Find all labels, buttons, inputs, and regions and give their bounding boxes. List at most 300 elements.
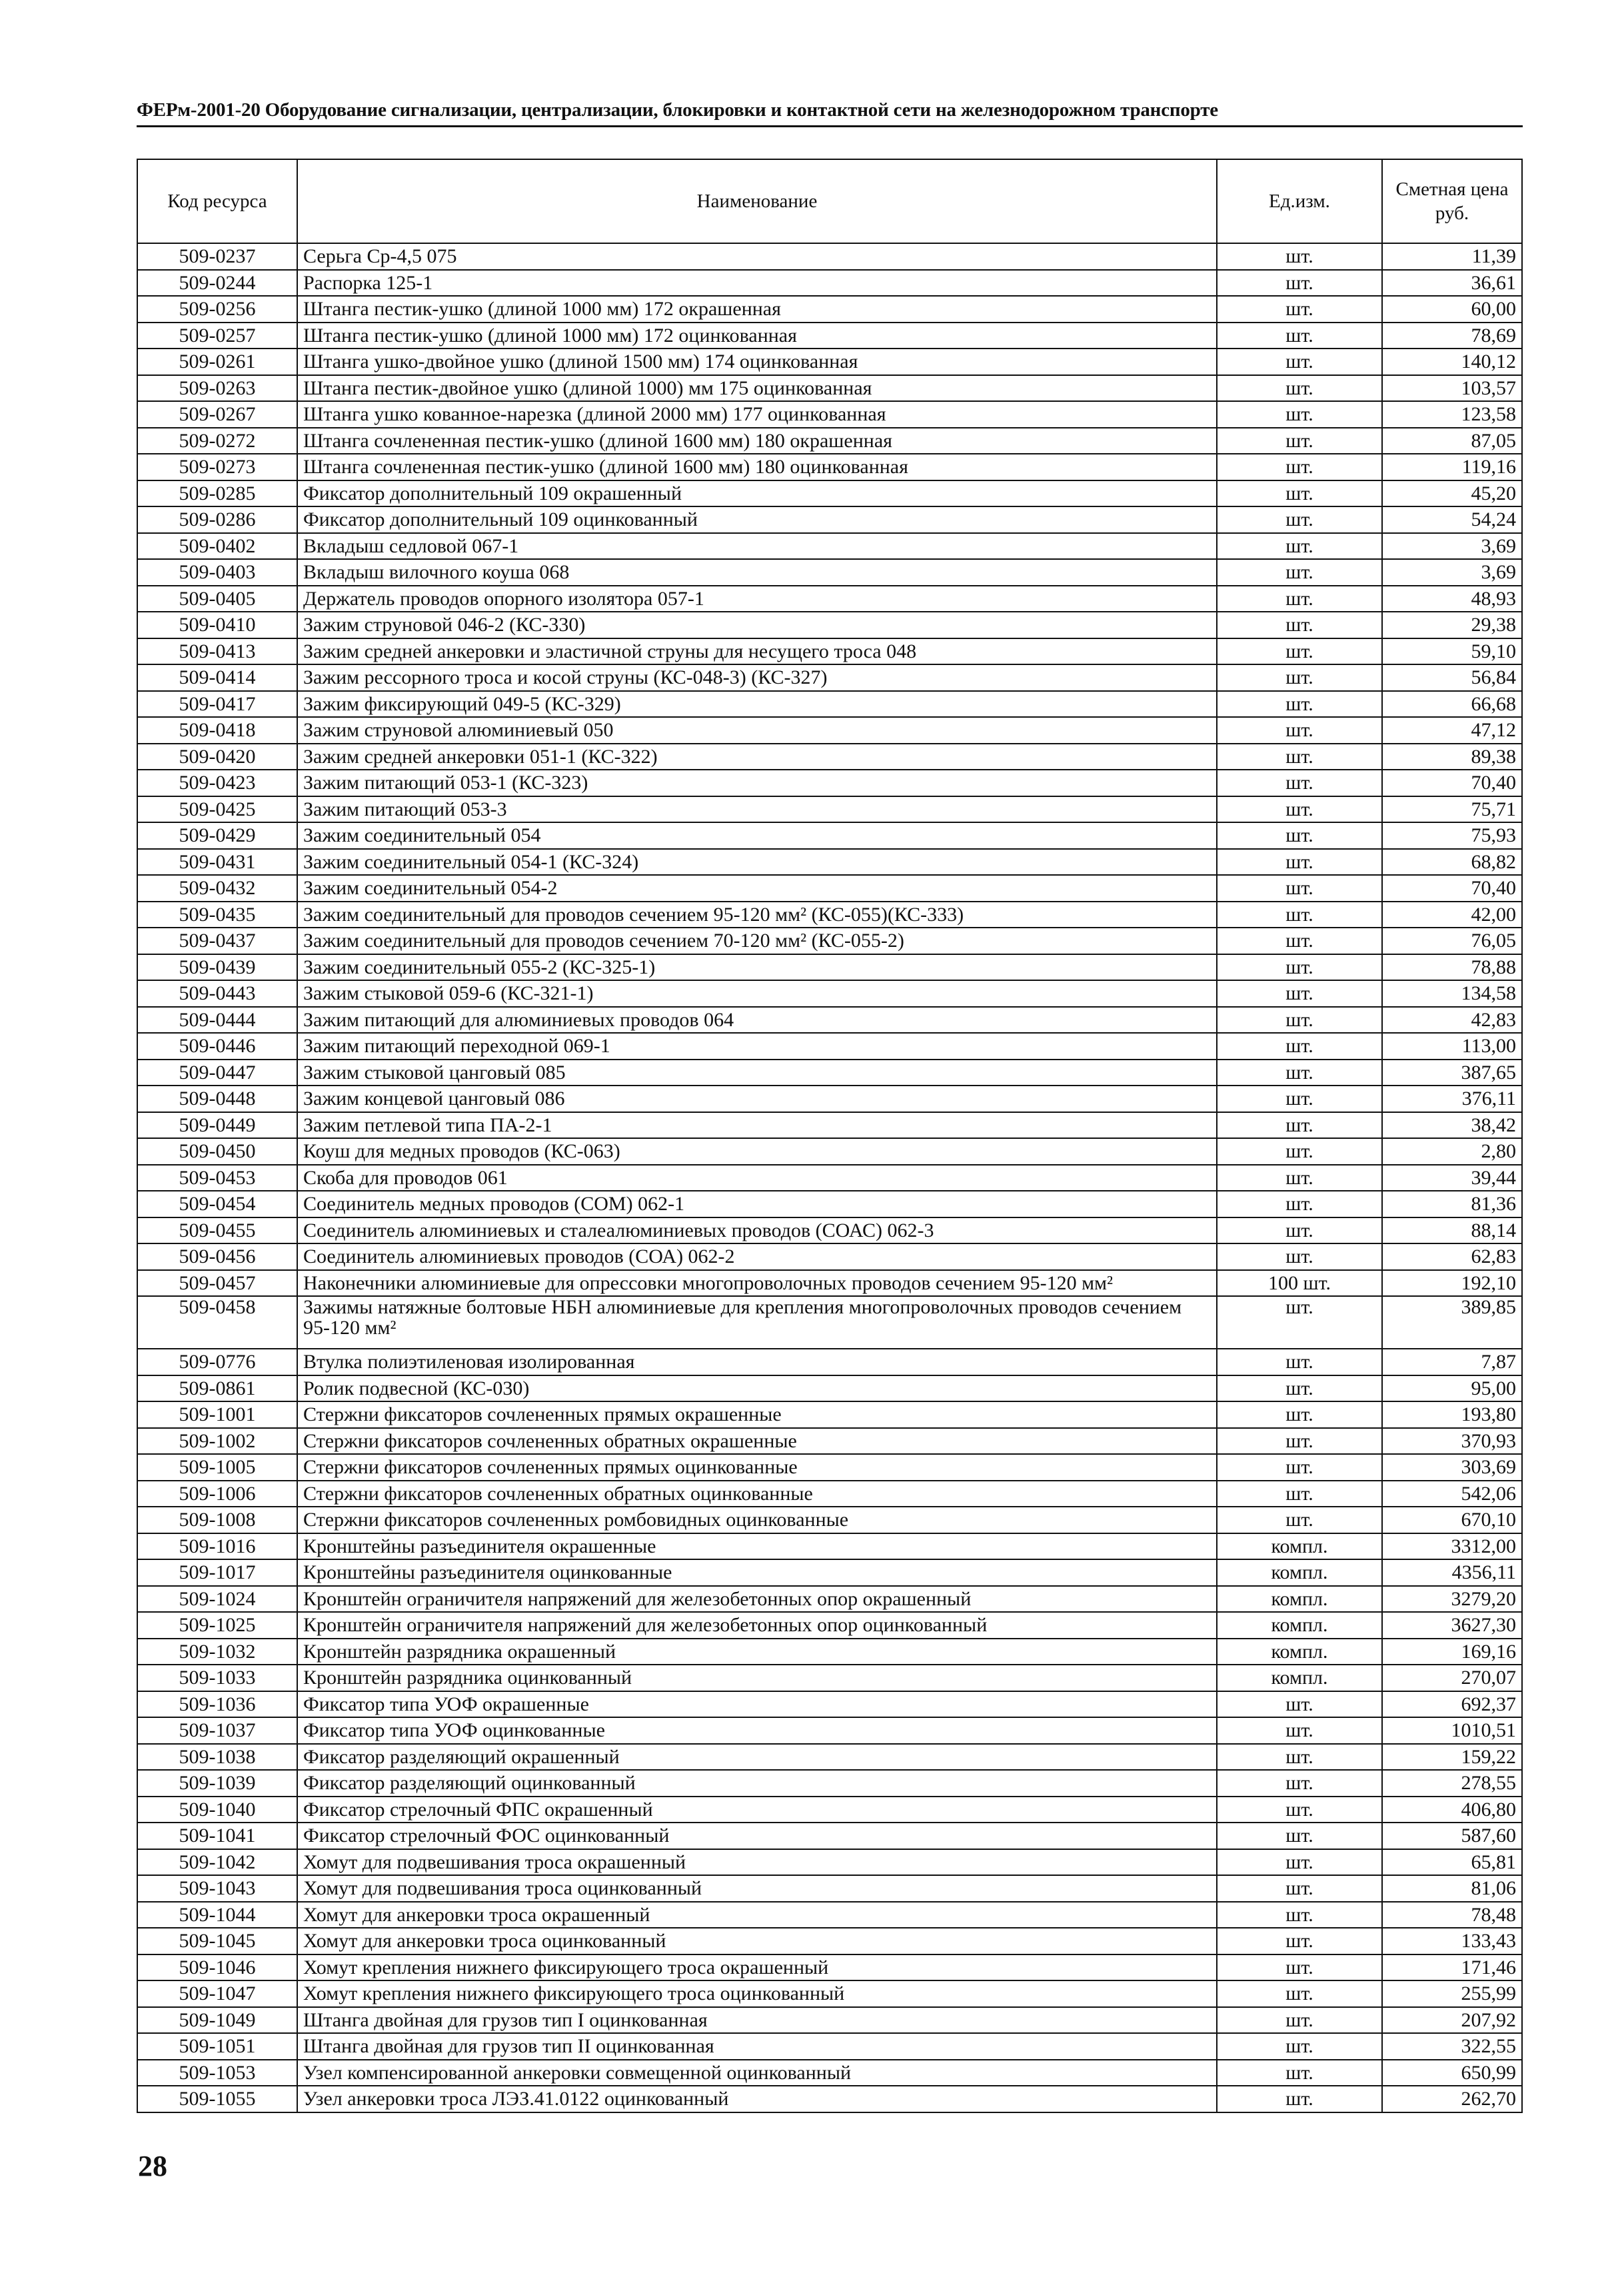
resource-code-cell: 509-0446 — [137, 1033, 297, 1060]
price-cell: 3312,00 — [1382, 1533, 1522, 1560]
table-row — [137, 1902, 1522, 1928]
price-cell: 11,39 — [1382, 243, 1522, 270]
unit-cell: шт. — [1217, 796, 1382, 823]
price-cell: 3,69 — [1382, 533, 1522, 560]
resource-code-cell: 509-0413 — [137, 638, 297, 665]
unit-cell: компл. — [1217, 1639, 1382, 1665]
price-cell: 133,43 — [1382, 1928, 1522, 1954]
table-row — [137, 928, 1522, 954]
resource-name-cell: Штанга сочлененная пестик-ушко (длиной 1600 мм) 180 окрашенная — [297, 428, 1217, 454]
unit-cell: шт. — [1217, 586, 1382, 612]
resource-code-cell: 509-0420 — [137, 744, 297, 770]
table-body — [137, 243, 1522, 2112]
resource-code-cell: 509-0443 — [137, 980, 297, 1007]
resource-name-cell: Штанга сочлененная пестик-ушко (длиной 1600 мм) 180 оцинкованная — [297, 454, 1217, 480]
resource-code-cell: 509-0448 — [137, 1086, 297, 1112]
price-cell: 134,58 — [1382, 980, 1522, 1007]
unit-cell: шт. — [1217, 1165, 1382, 1191]
unit-cell: компл. — [1217, 1533, 1382, 1560]
resource-code-cell: 509-1017 — [137, 1559, 297, 1586]
unit-cell: шт. — [1217, 1375, 1382, 1402]
unit-cell: шт. — [1217, 1823, 1382, 1849]
table-row — [137, 822, 1522, 849]
price-cell: 60,00 — [1382, 296, 1522, 323]
unit-cell: компл. — [1217, 1586, 1382, 1613]
price-cell: 78,48 — [1382, 1902, 1522, 1928]
price-cell: 171,46 — [1382, 1954, 1522, 1981]
resource-code-cell: 509-0449 — [137, 1112, 297, 1139]
resource-code-cell: 509-0267 — [137, 401, 297, 428]
resource-code-cell: 509-1002 — [137, 1428, 297, 1455]
table-row — [137, 1086, 1522, 1112]
resource-name-cell: Фиксатор стрелочный ФОС оцинкованный — [297, 1823, 1217, 1849]
resource-name-cell: Соединитель медных проводов (СОМ) 062-1 — [297, 1191, 1217, 1217]
price-cell: 650,99 — [1382, 2060, 1522, 2086]
table-row — [137, 559, 1522, 586]
resource-name-cell: Фиксатор дополнительный 109 окрашенный — [297, 480, 1217, 507]
table-row — [137, 691, 1522, 718]
column-header-name: Наименование — [297, 159, 1217, 243]
resource-name-cell: Фиксатор разделяющий оцинкованный — [297, 1770, 1217, 1797]
unit-cell: шт. — [1217, 954, 1382, 981]
resource-name-cell: Вкладыш вилочного коуша 068 — [297, 559, 1217, 586]
price-cell: 36,61 — [1382, 270, 1522, 297]
price-cell: 54,24 — [1382, 506, 1522, 533]
resource-name-cell: Скоба для проводов 061 — [297, 1165, 1217, 1191]
table-row — [137, 1060, 1522, 1086]
unit-cell: шт. — [1217, 454, 1382, 480]
table-row — [137, 1639, 1522, 1665]
unit-cell: шт. — [1217, 849, 1382, 876]
price-cell: 692,37 — [1382, 1691, 1522, 1718]
table-row — [137, 323, 1522, 349]
unit-cell: шт. — [1217, 323, 1382, 349]
table-row — [137, 796, 1522, 823]
resource-code-cell: 509-1005 — [137, 1454, 297, 1481]
unit-cell: шт. — [1217, 1875, 1382, 1902]
table-row — [137, 744, 1522, 770]
resource-name-cell: Кронштейн разрядника оцинкованный — [297, 1665, 1217, 1691]
resource-code-cell: 509-0414 — [137, 664, 297, 691]
unit-cell: шт. — [1217, 1296, 1382, 1349]
resource-code-cell: 509-1006 — [137, 1481, 297, 1507]
table-row — [137, 349, 1522, 375]
resource-code-cell: 509-1032 — [137, 1639, 297, 1665]
resource-name-cell: Зажим соединительный 054-1 (КС-324) — [297, 849, 1217, 876]
table-row — [137, 375, 1522, 402]
resource-code-cell: 509-1041 — [137, 1823, 297, 1849]
unit-cell: шт. — [1217, 533, 1382, 560]
unit-cell: шт. — [1217, 1428, 1382, 1455]
table-row — [137, 480, 1522, 507]
resource-name-cell: Кронштейн разрядника окрашенный — [297, 1639, 1217, 1665]
resource-name-cell: Фиксатор типа УОФ окрашенные — [297, 1691, 1217, 1718]
resource-name-cell: Фиксатор стрелочный ФПС окрашенный — [297, 1797, 1217, 1823]
resource-name-cell: Зажим соединительный для проводов сечением 70-120 мм² (КС-055-2) — [297, 928, 1217, 954]
table-row — [137, 1243, 1522, 1270]
resource-name-cell: Кронштейн ограничителя напряжений для железобетонных опор окрашенный — [297, 1586, 1217, 1613]
table-row — [137, 1401, 1522, 1428]
price-cell: 370,93 — [1382, 1428, 1522, 1455]
resource-code-cell: 509-1039 — [137, 1770, 297, 1797]
resource-code-cell: 509-0453 — [137, 1165, 297, 1191]
resource-name-cell: Зажим рессорного троса и косой струны (КС-048-3) (КС-327) — [297, 664, 1217, 691]
resource-code-cell: 509-0423 — [137, 770, 297, 796]
resource-name-cell: Зажим концевой цанговый 086 — [297, 1086, 1217, 1112]
table-row — [137, 664, 1522, 691]
resource-name-cell: Коуш для медных проводов (КС-063) — [297, 1138, 1217, 1165]
table-row — [137, 1691, 1522, 1718]
resource-name-cell: Кронштейны разъединителя окрашенные — [297, 1533, 1217, 1560]
resource-code-cell: 509-1036 — [137, 1691, 297, 1718]
price-cell: 192,10 — [1382, 1270, 1522, 1297]
resource-code-cell: 509-1043 — [137, 1875, 297, 1902]
resource-code-cell: 509-0263 — [137, 375, 297, 402]
resource-name-cell: Штанга пестик-ушко (длиной 1000 мм) 172 окрашенная — [297, 296, 1217, 323]
unit-cell: шт. — [1217, 770, 1382, 796]
unit-cell: компл. — [1217, 1559, 1382, 1586]
resource-code-cell: 509-0861 — [137, 1375, 297, 1402]
price-cell: 587,60 — [1382, 1823, 1522, 1849]
resource-code-cell: 509-0454 — [137, 1191, 297, 1217]
table-row — [137, 1797, 1522, 1823]
resource-code-cell: 509-1025 — [137, 1612, 297, 1639]
unit-cell: шт. — [1217, 270, 1382, 297]
price-cell: 4356,11 — [1382, 1559, 1522, 1586]
unit-cell: шт. — [1217, 1928, 1382, 1954]
price-cell: 406,80 — [1382, 1797, 1522, 1823]
table-row — [137, 1296, 1522, 1349]
resource-code-cell: 509-1033 — [137, 1665, 297, 1691]
table-row — [137, 1533, 1522, 1560]
unit-cell: шт. — [1217, 875, 1382, 902]
unit-cell: шт. — [1217, 1060, 1382, 1086]
resource-code-cell: 509-0257 — [137, 323, 297, 349]
price-cell: 45,20 — [1382, 480, 1522, 507]
table-row — [137, 717, 1522, 744]
unit-cell: шт. — [1217, 612, 1382, 638]
resource-name-cell: Ролик подвесной (КС-030) — [297, 1375, 1217, 1402]
column-header-unit: Ед.изм. — [1217, 159, 1382, 243]
table-row — [137, 1349, 1522, 1375]
table-row — [137, 1191, 1522, 1217]
resource-code-cell: 509-0405 — [137, 586, 297, 612]
table-row — [137, 2033, 1522, 2060]
price-cell: 262,70 — [1382, 2086, 1522, 2112]
table-row — [137, 1717, 1522, 1744]
resource-code-cell: 509-1045 — [137, 1928, 297, 1954]
resource-name-cell: Узел анкеровки троса ЛЭЗ.41.0122 оцинкованный — [297, 2086, 1217, 2112]
price-cell: 2,80 — [1382, 1138, 1522, 1165]
resource-code-cell: 509-0261 — [137, 349, 297, 375]
resource-code-cell: 509-0418 — [137, 717, 297, 744]
unit-cell: шт. — [1217, 1217, 1382, 1244]
price-cell: 62,83 — [1382, 1243, 1522, 1270]
unit-cell: шт. — [1217, 1033, 1382, 1060]
unit-cell: шт. — [1217, 1138, 1382, 1165]
unit-cell: шт. — [1217, 2033, 1382, 2060]
resource-name-cell: Серьга Ср-4,5 075 — [297, 243, 1217, 270]
table-row — [137, 1928, 1522, 1954]
table-row — [137, 1665, 1522, 1691]
resource-code-cell: 509-1051 — [137, 2033, 297, 2060]
unit-cell: шт. — [1217, 349, 1382, 375]
table-row — [137, 1217, 1522, 1244]
price-cell: 59,10 — [1382, 638, 1522, 665]
unit-cell: шт. — [1217, 296, 1382, 323]
price-cell: 39,44 — [1382, 1165, 1522, 1191]
unit-cell: шт. — [1217, 2007, 1382, 2034]
resource-code-cell: 509-0432 — [137, 875, 297, 902]
price-cell: 81,36 — [1382, 1191, 1522, 1217]
unit-cell: 100 шт. — [1217, 1270, 1382, 1297]
price-cell: 70,40 — [1382, 875, 1522, 902]
resource-name-cell: Кронштейны разъединителя оцинкованные — [297, 1559, 1217, 1586]
resource-name-cell: Штанга ушко-двойное ушко (длиной 1500 мм) 174 оцинкованная — [297, 349, 1217, 375]
unit-cell: шт. — [1217, 664, 1382, 691]
resource-name-cell: Стержни фиксаторов сочлененных ромбовидных оцинкованные — [297, 1507, 1217, 1533]
resource-name-cell: Зажим стыковой 059-6 (КС-321-1) — [297, 980, 1217, 1007]
resource-code-cell: 509-1016 — [137, 1533, 297, 1560]
resource-name-cell: Фиксатор дополнительный 109 оцинкованный — [297, 506, 1217, 533]
table-row — [137, 2007, 1522, 2034]
resource-name-cell: Узел компенсированной анкеровки совмещенной оцинкованный — [297, 2060, 1217, 2086]
unit-cell: шт. — [1217, 1507, 1382, 1533]
price-cell: 169,16 — [1382, 1639, 1522, 1665]
resource-name-cell: Хомут крепления нижнего фиксирующего троса оцинкованный — [297, 1980, 1217, 2007]
resource-code-cell: 509-1053 — [137, 2060, 297, 2086]
unit-cell: шт. — [1217, 1191, 1382, 1217]
price-cell: 270,07 — [1382, 1665, 1522, 1691]
unit-cell: шт. — [1217, 1797, 1382, 1823]
resource-code-cell: 509-0273 — [137, 454, 297, 480]
resource-name-cell: Зажим питающий 053-1 (КС-323) — [297, 770, 1217, 796]
resource-code-cell: 509-0285 — [137, 480, 297, 507]
resource-code-cell: 509-0456 — [137, 1243, 297, 1270]
unit-cell: шт. — [1217, 638, 1382, 665]
resource-code-cell: 509-1024 — [137, 1586, 297, 1613]
resource-code-cell: 509-1047 — [137, 1980, 297, 2007]
resource-code-cell: 509-0447 — [137, 1060, 297, 1086]
unit-cell: шт. — [1217, 1954, 1382, 1981]
table-row — [137, 1481, 1522, 1507]
resource-name-cell: Кронштейн ограничителя напряжений для железобетонных опор оцинкованный — [297, 1612, 1217, 1639]
resource-name-cell: Хомут для анкеровки троса оцинкованный — [297, 1928, 1217, 1954]
price-cell: 123,58 — [1382, 401, 1522, 428]
table-row — [137, 2086, 1522, 2112]
unit-cell: шт. — [1217, 1401, 1382, 1428]
table-row — [137, 1033, 1522, 1060]
unit-cell: шт. — [1217, 1744, 1382, 1771]
unit-cell: шт. — [1217, 1849, 1382, 1876]
price-cell: 47,12 — [1382, 717, 1522, 744]
unit-cell: шт. — [1217, 928, 1382, 954]
price-cell: 3279,20 — [1382, 1586, 1522, 1613]
resource-name-cell: Зажим соединительный 054-2 — [297, 875, 1217, 902]
price-cell: 376,11 — [1382, 1086, 1522, 1112]
resource-name-cell: Хомут для подвешивания троса оцинкованный — [297, 1875, 1217, 1902]
price-cell: 66,68 — [1382, 691, 1522, 718]
resource-price-table — [137, 159, 1523, 2113]
price-cell: 113,00 — [1382, 1033, 1522, 1060]
table-row — [137, 1875, 1522, 1902]
resource-name-cell: Зажим питающий 053-3 — [297, 796, 1217, 823]
price-cell: 207,92 — [1382, 2007, 1522, 2034]
resource-code-cell: 509-0256 — [137, 296, 297, 323]
resource-code-cell: 509-0429 — [137, 822, 297, 849]
price-cell: 119,16 — [1382, 454, 1522, 480]
price-cell: 81,06 — [1382, 1875, 1522, 1902]
price-cell: 255,99 — [1382, 1980, 1522, 2007]
table-row — [137, 506, 1522, 533]
resource-name-cell: Наконечники алюминиевые для опрессовки многопроволочных проводов сечением 95-120 мм² — [297, 1270, 1217, 1297]
table-row — [137, 1559, 1522, 1586]
table-row — [137, 638, 1522, 665]
resource-name-cell: Стержни фиксаторов сочлененных прямых окрашенные — [297, 1401, 1217, 1428]
resource-code-cell: 509-1044 — [137, 1902, 297, 1928]
table-row — [137, 1586, 1522, 1613]
table-row — [137, 1954, 1522, 1981]
unit-cell: шт. — [1217, 1086, 1382, 1112]
resource-name-cell: Зажим соединительный 054 — [297, 822, 1217, 849]
table-row — [137, 1007, 1522, 1034]
unit-cell: шт. — [1217, 717, 1382, 744]
resource-name-cell: Соединитель алюминиевых и сталеалюминиевых проводов (СОАС) 062-3 — [297, 1217, 1217, 1244]
resource-name-cell: Зажим питающий переходной 069-1 — [297, 1033, 1217, 1060]
resource-code-cell: 509-0410 — [137, 612, 297, 638]
resource-name-cell: Зажим стыковой цанговый 085 — [297, 1060, 1217, 1086]
price-cell: 68,82 — [1382, 849, 1522, 876]
table-header-row — [137, 159, 1522, 243]
price-cell: 542,06 — [1382, 1481, 1522, 1507]
table-row — [137, 849, 1522, 876]
price-cell: 159,22 — [1382, 1744, 1522, 1771]
table-row — [137, 533, 1522, 560]
table-row — [137, 1980, 1522, 2007]
resource-code-cell: 509-0455 — [137, 1217, 297, 1244]
price-cell: 278,55 — [1382, 1770, 1522, 1797]
price-cell: 670,10 — [1382, 1507, 1522, 1533]
resource-name-cell: Втулка полиэтиленовая изолированная — [297, 1349, 1217, 1375]
table-row — [137, 1770, 1522, 1797]
resource-name-cell: Хомут для подвешивания троса окрашенный — [297, 1849, 1217, 1876]
unit-cell: шт. — [1217, 2060, 1382, 2086]
table-row — [137, 296, 1522, 323]
unit-cell: шт. — [1217, 401, 1382, 428]
resource-code-cell: 509-1042 — [137, 1849, 297, 1876]
resource-code-cell: 509-1046 — [137, 1954, 297, 1981]
resource-name-cell: Зажим петлевой типа ПА-2-1 — [297, 1112, 1217, 1139]
price-cell: 7,87 — [1382, 1349, 1522, 1375]
price-cell: 89,38 — [1382, 744, 1522, 770]
unit-cell: шт. — [1217, 822, 1382, 849]
resource-name-cell: Фиксатор типа УОФ оцинкованные — [297, 1717, 1217, 1744]
resource-name-cell: Зажим струновой алюминиевый 050 — [297, 717, 1217, 744]
resource-name-cell: Распорка 125-1 — [297, 270, 1217, 297]
resource-name-cell: Штанга двойная для грузов тип I оцинкованная — [297, 2007, 1217, 2034]
resource-code-cell: 509-0435 — [137, 902, 297, 928]
unit-cell: компл. — [1217, 1612, 1382, 1639]
resource-name-cell: Держатель проводов опорного изолятора 057-1 — [297, 586, 1217, 612]
resource-code-cell: 509-0437 — [137, 928, 297, 954]
table-row — [137, 902, 1522, 928]
resource-code-cell: 509-0237 — [137, 243, 297, 270]
price-cell: 42,00 — [1382, 902, 1522, 928]
price-cell: 322,55 — [1382, 2033, 1522, 2060]
unit-cell: шт. — [1217, 428, 1382, 454]
price-cell: 303,69 — [1382, 1454, 1522, 1481]
unit-cell: шт. — [1217, 1717, 1382, 1744]
resource-code-cell: 509-1008 — [137, 1507, 297, 1533]
resource-code-cell: 509-1037 — [137, 1717, 297, 1744]
resource-code-cell: 509-0402 — [137, 533, 297, 560]
resource-code-cell: 509-0244 — [137, 270, 297, 297]
resource-code-cell: 509-0444 — [137, 1007, 297, 1034]
resource-code-cell: 509-0403 — [137, 559, 297, 586]
column-header-price: Сметная цена руб. — [1382, 159, 1522, 243]
unit-cell: шт. — [1217, 243, 1382, 270]
unit-cell: шт. — [1217, 375, 1382, 402]
price-cell: 65,81 — [1382, 1849, 1522, 1876]
resource-code-cell: 509-0458 — [137, 1296, 297, 1349]
resource-name-cell: Зажим соединительный для проводов сечением 95-120 мм² (КС-055)(КС-333) — [297, 902, 1217, 928]
price-cell: 29,38 — [1382, 612, 1522, 638]
unit-cell: шт. — [1217, 1243, 1382, 1270]
resource-name-cell: Зажим соединительный 055-2 (КС-325-1) — [297, 954, 1217, 981]
table-row — [137, 1270, 1522, 1297]
table-row — [137, 1849, 1522, 1876]
resource-code-cell: 509-1049 — [137, 2007, 297, 2034]
price-cell: 78,88 — [1382, 954, 1522, 981]
unit-cell: шт. — [1217, 506, 1382, 533]
unit-cell: шт. — [1217, 1454, 1382, 1481]
price-cell: 70,40 — [1382, 770, 1522, 796]
table-row — [137, 1165, 1522, 1191]
price-cell: 42,83 — [1382, 1007, 1522, 1034]
price-cell: 48,93 — [1382, 586, 1522, 612]
table-row — [137, 954, 1522, 981]
resource-code-cell: 509-0417 — [137, 691, 297, 718]
resource-name-cell: Хомут для анкеровки троса окрашенный — [297, 1902, 1217, 1928]
resource-name-cell: Хомут крепления нижнего фиксирующего троса окрашенный — [297, 1954, 1217, 1981]
table-row — [137, 1823, 1522, 1849]
resource-name-cell: Стержни фиксаторов сочлененных обратных оцинкованные — [297, 1481, 1217, 1507]
price-cell: 88,14 — [1382, 1217, 1522, 1244]
resource-name-cell: Зажим средней анкеровки 051-1 (КС-322) — [297, 744, 1217, 770]
price-cell: 76,05 — [1382, 928, 1522, 954]
table-row — [137, 1454, 1522, 1481]
resource-code-cell: 509-1001 — [137, 1401, 297, 1428]
unit-cell: шт. — [1217, 559, 1382, 586]
resource-name-cell: Зажим фиксирующий 049-5 (КС-329) — [297, 691, 1217, 718]
table-row — [137, 1428, 1522, 1455]
resource-code-cell: 509-1055 — [137, 2086, 297, 2112]
price-cell: 75,71 — [1382, 796, 1522, 823]
page-number: 28 — [138, 2150, 167, 2182]
unit-cell: шт. — [1217, 902, 1382, 928]
resource-code-cell: 509-0439 — [137, 954, 297, 981]
price-cell: 193,80 — [1382, 1401, 1522, 1428]
resource-code-cell: 509-0776 — [137, 1349, 297, 1375]
resource-code-cell: 509-0286 — [137, 506, 297, 533]
resource-code-cell: 509-0450 — [137, 1138, 297, 1165]
price-cell: 140,12 — [1382, 349, 1522, 375]
resource-name-cell: Вкладыш седловой 067-1 — [297, 533, 1217, 560]
resource-name-cell: Зажим питающий для алюминиевых проводов 064 — [297, 1007, 1217, 1034]
price-cell: 75,93 — [1382, 822, 1522, 849]
price-cell: 87,05 — [1382, 428, 1522, 454]
table-row — [137, 586, 1522, 612]
